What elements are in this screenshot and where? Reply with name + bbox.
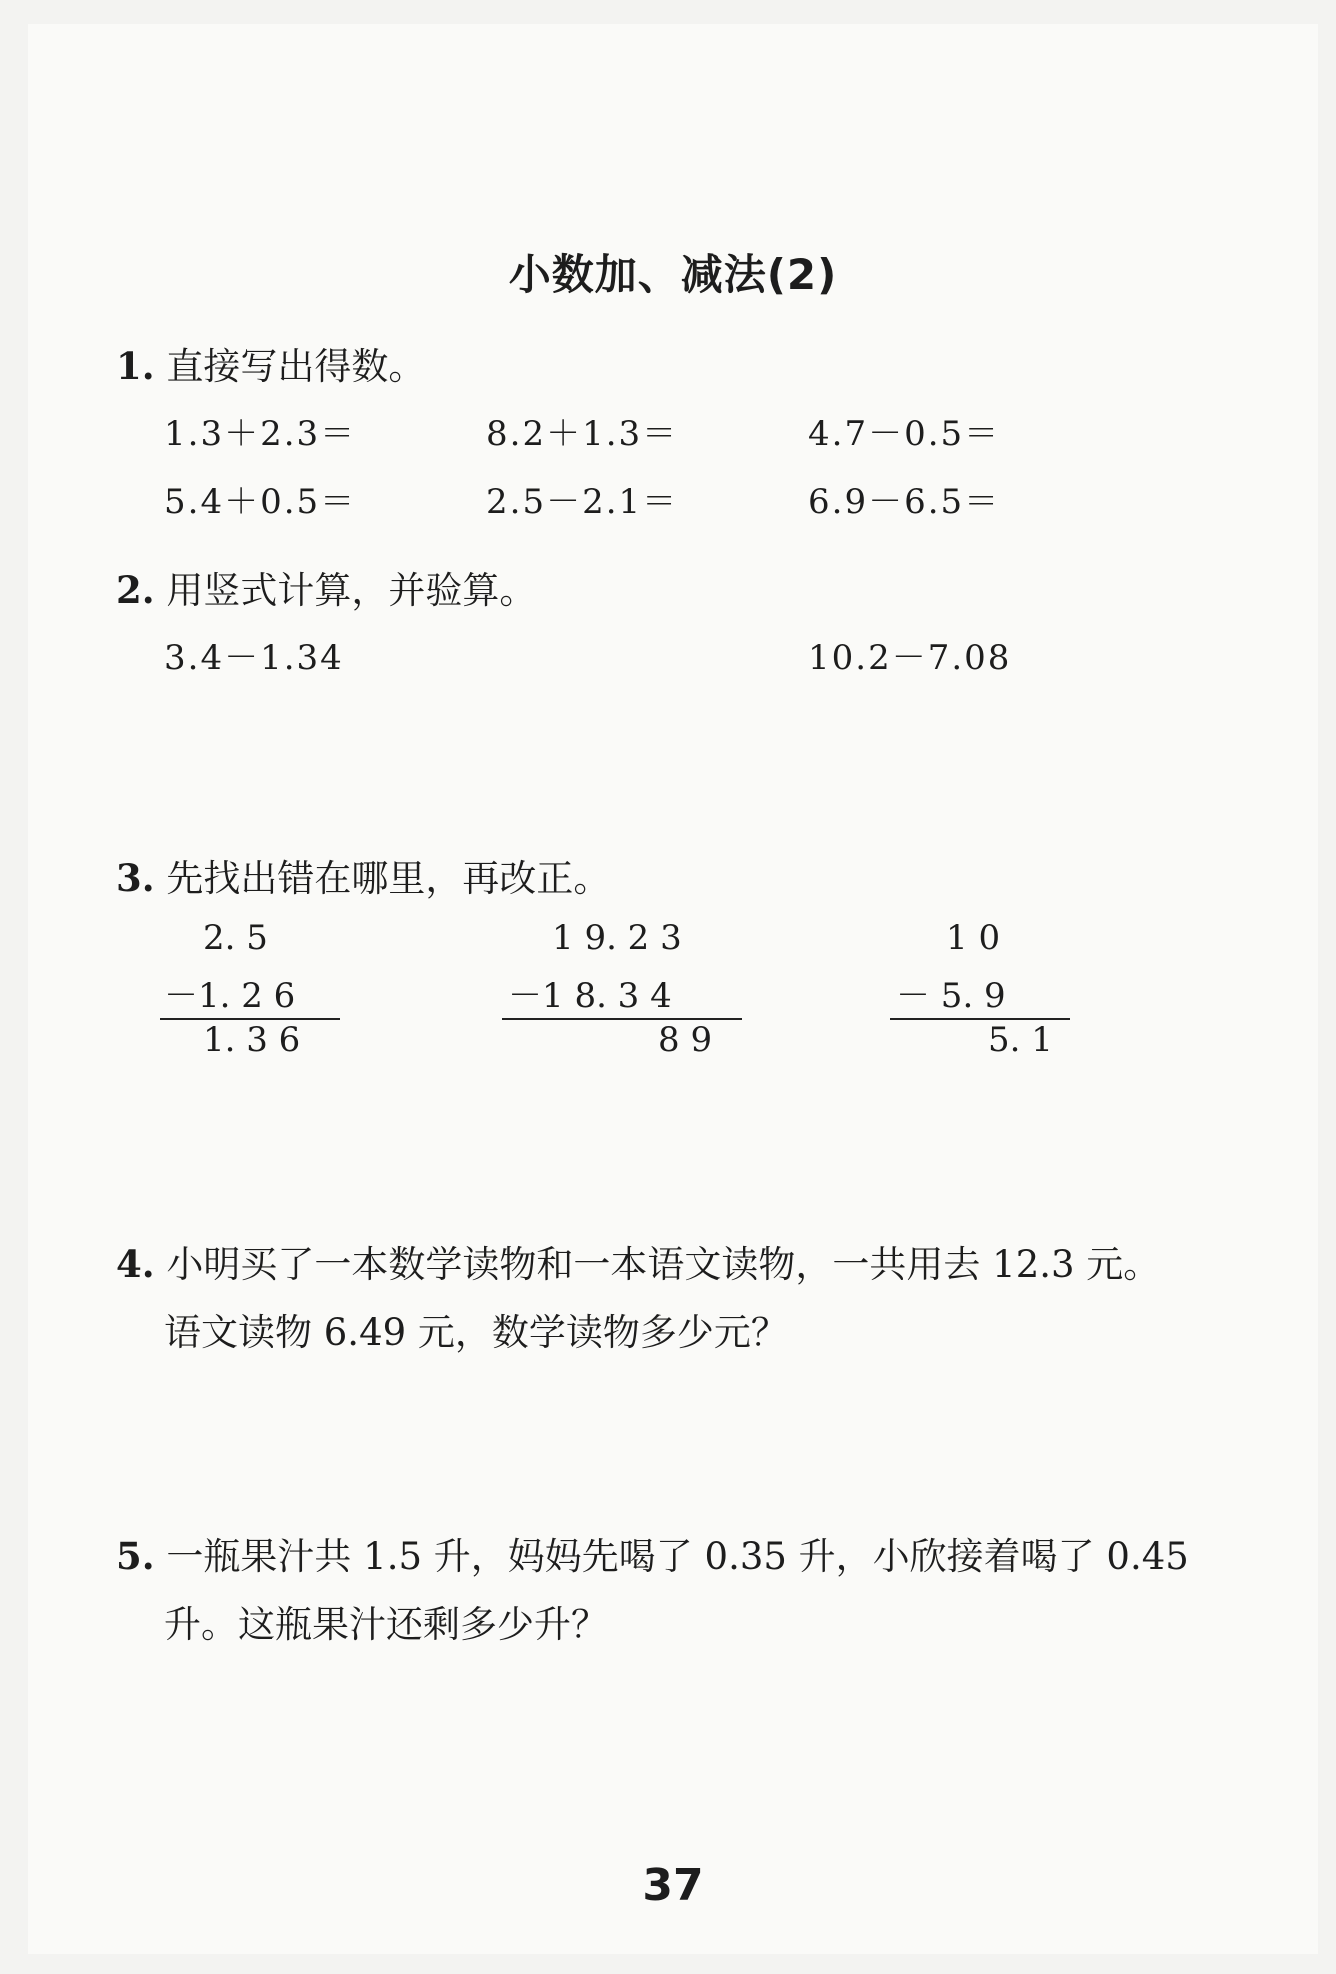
question-4-text-2: 语文读物 6.49 元，数学读物多少元？ [164, 1311, 788, 1354]
q3-p1-top: 2. 5 [203, 918, 268, 958]
question-4-number: 4. [116, 1242, 155, 1286]
q3-p1-subtrahend: －1. 2 6 [164, 976, 296, 1016]
q3-p2-subtrahend: －1 8. 3 4 [508, 976, 672, 1016]
page-title: 小数加、减法(2) [508, 250, 838, 299]
question-5-text-1: 一瓶果汁共 1.5 升，妈妈先喝了 0.35 升，小欣接着喝了 0.45 [166, 1535, 1189, 1578]
question-1-text: 直接写出得数。 [166, 345, 426, 388]
page-number: 37 [642, 1860, 704, 1911]
question-5-line-1 [116, 1526, 1189, 1580]
question-1-heading [116, 336, 425, 390]
q1-expr-1: 1.3＋2.3＝ [164, 414, 357, 454]
q2-expr-2: 10.2－7.08 [808, 638, 1012, 678]
q1-expr-3: 4.7－0.5＝ [808, 414, 1001, 454]
question-3-heading [116, 848, 610, 902]
q3-p2-top: 1 9. 2 3 [552, 918, 682, 958]
question-2-text: 用竖式计算，并验算。 [166, 569, 537, 612]
q1-expr-5: 2.5－2.1＝ [486, 482, 679, 522]
q2-expr-1: 3.4－1.34 [164, 638, 344, 678]
q3-p2-result: 8 9 [658, 1020, 713, 1060]
q3-p1-result: 1. 3 6 [203, 1020, 301, 1060]
question-2-number: 2. [116, 568, 155, 612]
question-1-number: 1. [116, 344, 155, 388]
q1-expr-2: 8.2＋1.3＝ [486, 414, 679, 454]
question-2-heading [116, 560, 536, 614]
q1-expr-4: 5.4＋0.5＝ [164, 482, 357, 522]
worksheet-page [28, 24, 1318, 1954]
question-4-line-1 [116, 1234, 1160, 1288]
q3-p3-result: 5. 1 [988, 1020, 1053, 1060]
question-3-text: 先找出错在哪里，再改正。 [166, 857, 611, 900]
question-3-number: 3. [116, 856, 155, 900]
q3-p3-subtrahend: － 5. 9 [896, 976, 1006, 1016]
q1-expr-6: 6.9－6.5＝ [808, 482, 1001, 522]
question-4-text-1: 小明买了一本数学读物和一本语文读物，一共用去 12.3 元。 [166, 1243, 1161, 1286]
q3-p3-top: 1 0 [946, 918, 1001, 958]
question-5-number: 5. [116, 1534, 155, 1578]
question-5-text-2: 升。这瓶果汁还剩多少升？ [164, 1603, 608, 1646]
